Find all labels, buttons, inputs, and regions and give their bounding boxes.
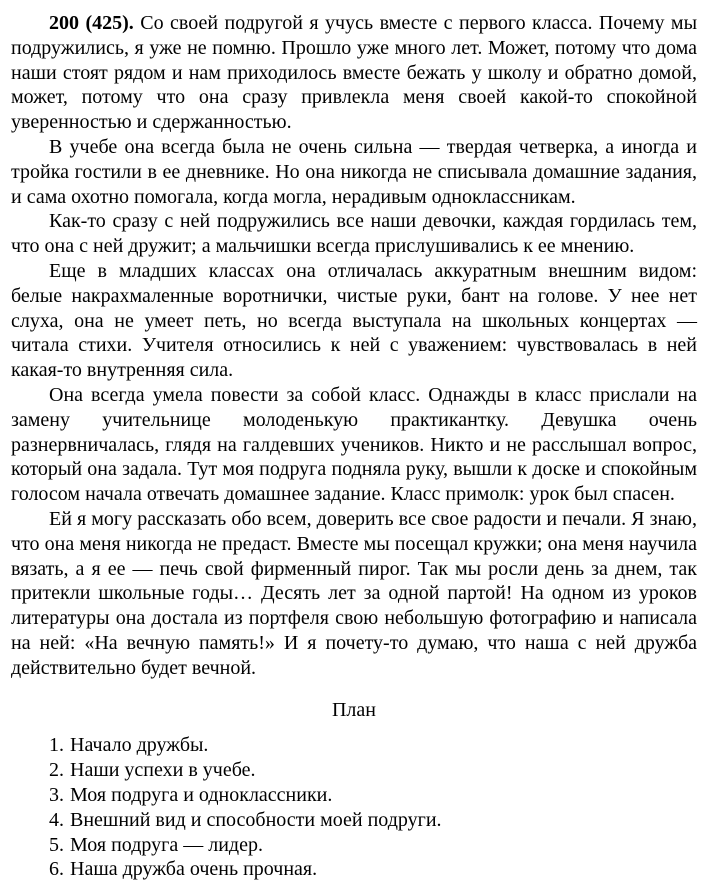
exercise-number: 200 (425). — [49, 12, 134, 34]
paragraph-leader: Она всегда умела повести за собой класс. Однажды в класс прислали на замену учительнице молоденькую практикантку. Девушка очень разнервничалась, глядя на галдевших учеников. Никто и не расслышал вопрос, который она задала. Тут моя подруга подняла руку, вышли к доске и спокойным голосом начала отвечать домашнее задание. Класс примолк: урок был спасен. — [11, 383, 697, 506]
plan-item — [49, 783, 697, 808]
plan-item-number: 5. — [49, 833, 64, 856]
plan-item-text: Наша дружба очень прочная. — [70, 858, 318, 881]
paragraph-text: Со своей подругой я учусь вместе с первого класса. Почему мы подружились, я уже не помню. Прошло уже много лет. Может, потому что дома наши стоят рядом и нам приходилось вместе бежать у школу и обратно домой, может, потому что она сразу привлекла меня своей какой-то спокойной уверенностью и сдержанностью. — [11, 12, 698, 134]
plan-item — [49, 808, 697, 833]
plan-item-text: Моя подруга и одноклассники. — [70, 783, 333, 806]
plan-item — [49, 833, 697, 858]
plan-item — [49, 857, 697, 882]
paragraph-intro — [11, 11, 697, 135]
plan-item — [49, 758, 697, 783]
paragraph-studies: В учебе она всегда была не очень сильна — твердая четверка, а иногда и тройка гостили в ее дневнике. Но она никогда не списывала домашние задания, и сама охотно помогала, когда могла, нерадивым одноклассникам. — [11, 135, 697, 208]
plan-item-text: Начало дружбы. — [70, 734, 209, 757]
plan-item-text: Наши успехи в учебе. — [70, 759, 256, 782]
plan-heading: План — [331, 698, 376, 721]
paragraph-appearance: Еще в младших классах она отличалась аккуратным внешним видом: белые накрахмаленные воротнички, чистые руки, бант на голове. У нее нет слуха, она не умеет петь, но всегда выступала на школьных концертах — читала стихи. Учителя относились к ней с уважением: чувствовалась в ней какая-то внутренняя сила. — [11, 259, 697, 382]
plan-item-number: 6. — [49, 858, 64, 881]
paragraph-classmates: Как-то сразу с ней подружились все наши девочки, каждая гордилась тем, что она с ней дружит; а мальчишки всегда прислушивались к ее мнению. — [11, 210, 697, 258]
plan-item-text: Моя подруга — лидер. — [70, 833, 263, 856]
plan-item-number: 3. — [49, 783, 64, 806]
plan-item-number: 4. — [49, 808, 64, 831]
paragraph-friendship: Ей я могу рассказать обо всем, доверить все свое радости и печали. Я знаю, что она меня никогда не предаст. Вместе мы посещал кружки; она меня научила вязать, а я ее — печь свой фирменный пирог. Так мы росли день за днем, так притекли школьные годы… Десять лет за одной партой! На одном из уроков литературы она достала из портфеля свою небольшую фотографию и написала на ней: «На вечную память!» И я почету-то думаю, что наша с ней дружба действительно будет вечной. — [11, 507, 697, 679]
plan-item-number: 2. — [49, 759, 64, 782]
plan-item — [49, 733, 697, 758]
plan-item-text: Внешний вид и способности моей подруги. — [70, 808, 442, 831]
plan-item-number: 1. — [49, 734, 64, 757]
plan-list — [11, 733, 697, 882]
